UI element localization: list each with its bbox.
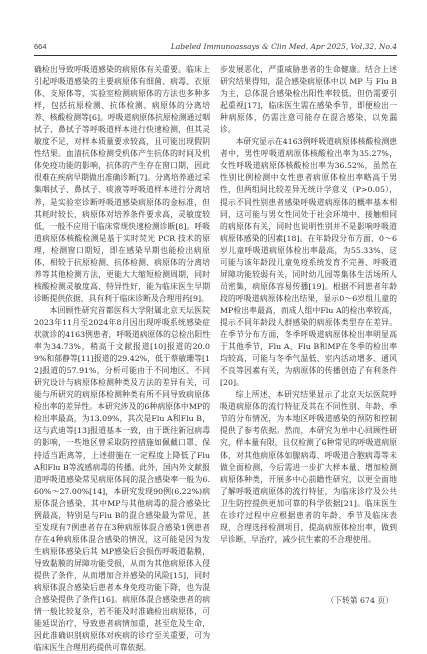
- paragraph: 本回顾性研究首都医科大学附属北京天坛医院2023年11月至2024年8月因出现呼吸系统感染症状就诊的4163例患者，呼吸道病原体的总检出阳性率为34.73%，稍高于文献报道[10]报道的20.09%和郁静等[11]报道的29.42%，低于蔡敏珊等[12]报道的57.91%，分析可能由于不同地区、不同研究设计与病原体检测种类及方法的差异有关，可能与所研究的病原体检测种类有所不同导致病原体检出率的差异性。本研究涉及的6种病原体中MP的检出率最高，为13.09%，其次是Flu A和Flu B，这与武迪等[13]报道基本一致，由于既往新冠病毒的影响，一些地区曾采取防控措施如佩戴口罩、保持适当距离等，上述措施在一定程度上降低了Flu A和Flu B等流感病毒的传播。此外，国内外文献报道呼吸道感染常见病原体间的混合感染率一般为6.60%～27.00%[14]，本研究发现90例(6.22%)病原体混合感染，其中MP与其他病毒的混合感染比例最高，特别是与Flu B的混合感染最为常见，甚至发现有7例患者存在3种病原体混合感染1例患者存在4种病原体混合感染的情况，这可能是因为发生病原体感染后其 MP感染后会损伤呼吸道黏膜，导致黏膜的屏障功能受损，从而为其他病原体入侵提供了条件，从而增加合并感染的风险[15]，同时病原体混合感染后患者本身免疫功能下降，也为混合感染提供了条件[16]。病原体混合感染患者的病情一般比较复杂，若不能及时准确检出病原体，可能延误治疗，导致患者病情加重，甚至危及生命，因此准确识别病原体对疾病的诊疗至关重要，可为临床医生合理用药提供可靠依据。: [34, 305, 210, 653]
- header-rule: [34, 55, 397, 56]
- running-header: [34, 42, 397, 56]
- journal-name: Labeled Immunoassays & Clin Med, Apr 2025, Vol.32, No.4: [170, 42, 397, 51]
- left-column: [34, 64, 210, 654]
- paragraph: 本研究显示在4163例呼吸道病原体核酸检测患者中，男性呼吸道病原体核酸检出率为35.27%，女性呼吸道病原体核酸检出率为36.52%，虽然在性别比例检测中女性患者病原体检出率略高于男性，但两组间比较差异无统计学意义（P>0.05），提示不同性别患者感染呼吸道病原体的概率基本相同，这可能与男女性同处于社会环境中、接触相同的病原体有关，同时也说明性别并不是影响呼吸道病原体感染的因素[18]。在年龄段分布方面，0～6岁儿童呼吸道病原体检出率最高，为55.33%，这可能与该年龄段儿童免疫系统发育不完善、呼吸道屏障功能较弱有关，同时幼儿园等集体生活场所人员密集，病原体容易传播[19]。根据不同患者年龄段的呼吸道病原体检出结果，显示0～6岁组儿童的MP检出率最高，而成人组中Flu A的检出率较高，提示不同年龄段人群感染的病原体类型存在差异。在季节分布方面，冬季呼吸道病原体检出率明显高于其他季节，Flu A、Flu B和MP在冬季的检出率均较高，可能与冬季气温低、室内活动增多、通风不良等因素有关，为病原体的传播创造了有利条件[20]。: [220, 137, 397, 388]
- right-column: [220, 64, 397, 546]
- paragraph: 确检出导致呼吸道感染的病原体有关重要。临床上引起呼吸道感染的主要病原体有细菌、病毒、衣原体、支原体等，实验室检测病原体的方法也多种多样，包括抗原检测、抗体检测、病原体的分离培养、核酸检测等[6]。呼吸道病原体抗原检测通过咽拭子、鼻拭子等呼吸道样本进行快速检测，但其灵敏度不足，对样本质量要求较高，且可能出现假阴性结果。血清抗体检测受机体产生抗体的时间及机体免疫功能的影响，抗体的产生存在窗口期，因此很难在疾病早期做出准确诊断[7]。分离培养通过采集咽拭子、鼻拭子、痰液等呼吸道样本进行分离培养，是实验室诊断呼吸道感染病原体的金标准，但其耗时较长，病原体对培养条件要求高，灵敏度较低，一般不应用于临床常规快速检测诊断[8]。呼吸道病原体核酸检测是基于实时荧光 PCR 技术的原理，检测窗口期短，即在感染早期也能检出病原体，相较于抗原检测、抗体检测、病原体的分离培养等其他检测方法，更能大大缩短检测周期，同时核酸检测灵敏度高、特异性好，能为临床医生早期诊断提供依据，具有利于临床诊断及合理用药[9]。: [34, 65, 210, 303]
- paragraph: 综上所述，本研究结果显示了北京天坛医院呼吸道病原体的流行特征及其在不同性别、年龄、季节的分布情况，为本地区呼吸道感染的预防和控制提供了参考依据。然而，本研究为单中心回顾性研究，样本量有限，且仅检测了6种常见的呼吸道病原体，对其他病原体如腺病毒、呼吸道合胞病毒等未做全面检测，今后需进一步扩大样本量、增加检测病原体种类，开展多中心前瞻性研究，以更全面地了解呼吸道病原体的流行特征，为临床诊疗及公共卫生防控提供更加可靠的科学依据[21]。临床医生在诊疗过程中应根据患者的年龄、季节及临床表现，合理选择检测项目，提高病原体检出率，做到早诊断、早治疗，减少抗生素的不合理使用。: [220, 390, 397, 544]
- page-number: 664: [34, 42, 47, 51]
- continuation-note: （下转第 674 页）: [326, 596, 393, 605]
- paragraph: 步发展恶化，严重威胁患者的生命健康。结合上述研究结果得知，混合感染病原体中以 MP 与 Flu B 为主，总体混合感染检出阳性率较低，但仍需要引起重视[17]，临床医生需在感染季节，即便检出一种病原体，仍需注意可能存在混合感染，以免漏诊。: [220, 65, 397, 135]
